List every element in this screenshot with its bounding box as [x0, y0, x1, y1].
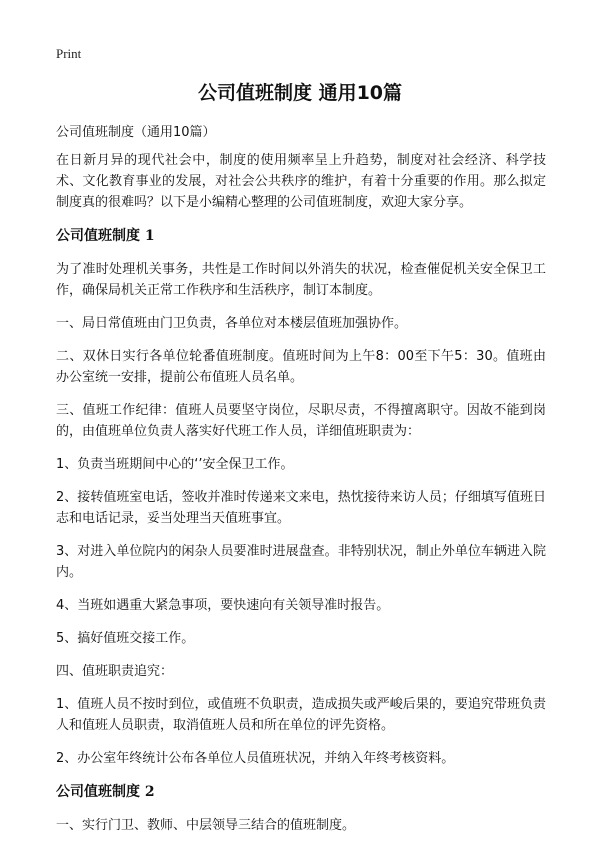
- document-title: 公司值班制度 通用10篇: [197, 82, 403, 104]
- paragraph: 一、局日常值班由门卫负责，各单位对本楼层值班加强协作。: [56, 316, 408, 331]
- paragraph: 2、办公室年终统计公布各单位人员值班状况，并纳入年终考核资料。: [56, 751, 455, 766]
- intro-paragraph: 在日新月异的现代社会中，制度的使用频率呈上升趋势，制度对社会经济、科学技术、文化教育事业的发展，对社会公共秩序的维护，有着十分重要的作用。那么拟定制度真的很难吗？以下是小编精心整理的公司值班制度，欢迎大家分享。: [56, 153, 546, 210]
- paragraph: 四、值班职责追究：: [56, 664, 174, 679]
- paragraph: 2、接转值班室电话，签收并准时传递来文来电，热忱接待来访人员；仔细填写值班日志和电话记录，妥当处理当天值班事宜。: [56, 490, 546, 526]
- section-heading-2: 公司值班制度 2: [56, 784, 155, 800]
- paragraph: 1、负责当班期间中心的‘’安全保卫工作。: [56, 457, 294, 472]
- paragraph: 为了准时处理机关事务，共性是工作时间以外消失的状况，检查催促机关安全保卫工作，确保局机关正常工作秩序和生活秩序，制订本制度。: [56, 262, 546, 298]
- paragraph: 5、搞好值班交接工作。: [56, 631, 195, 646]
- paragraph: 三、值班工作纪律：值班人员要坚守岗位，尽职尽责，不得擅离职守。因故不能到岗的，由值班单位负责人落实好代班工作人员，详细值班职责为：: [56, 403, 546, 439]
- document-subtitle: 公司值班制度（通用10篇）: [56, 125, 216, 140]
- document-body: [56, 150, 546, 848]
- print-label: Print: [56, 46, 82, 61]
- paragraph: 二、双休日实行各单位轮番值班制度。值班时间为上午8：00至下午5：30。值班由办公室统一安排，提前公布值班人员名单。: [56, 349, 546, 385]
- section-heading-1: 公司值班制度 1: [56, 228, 155, 244]
- paragraph: 1、值班人员不按时到位，或值班不负职责，造成损失或严峻后果的，要追究带班负责人和值班人员职责，取消值班人员和所在单位的评先资格。: [56, 697, 546, 733]
- paragraph: 一、实行门卫、教师、中层领导三结合的值班制度。: [56, 818, 356, 833]
- paragraph: 4、当班如遇重大紧急事项，要快速向有关领导准时报告。: [56, 598, 390, 613]
- paragraph: 3、对进入单位院内的闲杂人员要准时进展盘查。非特别状况，制止外单位车辆进入院内。: [56, 544, 546, 580]
